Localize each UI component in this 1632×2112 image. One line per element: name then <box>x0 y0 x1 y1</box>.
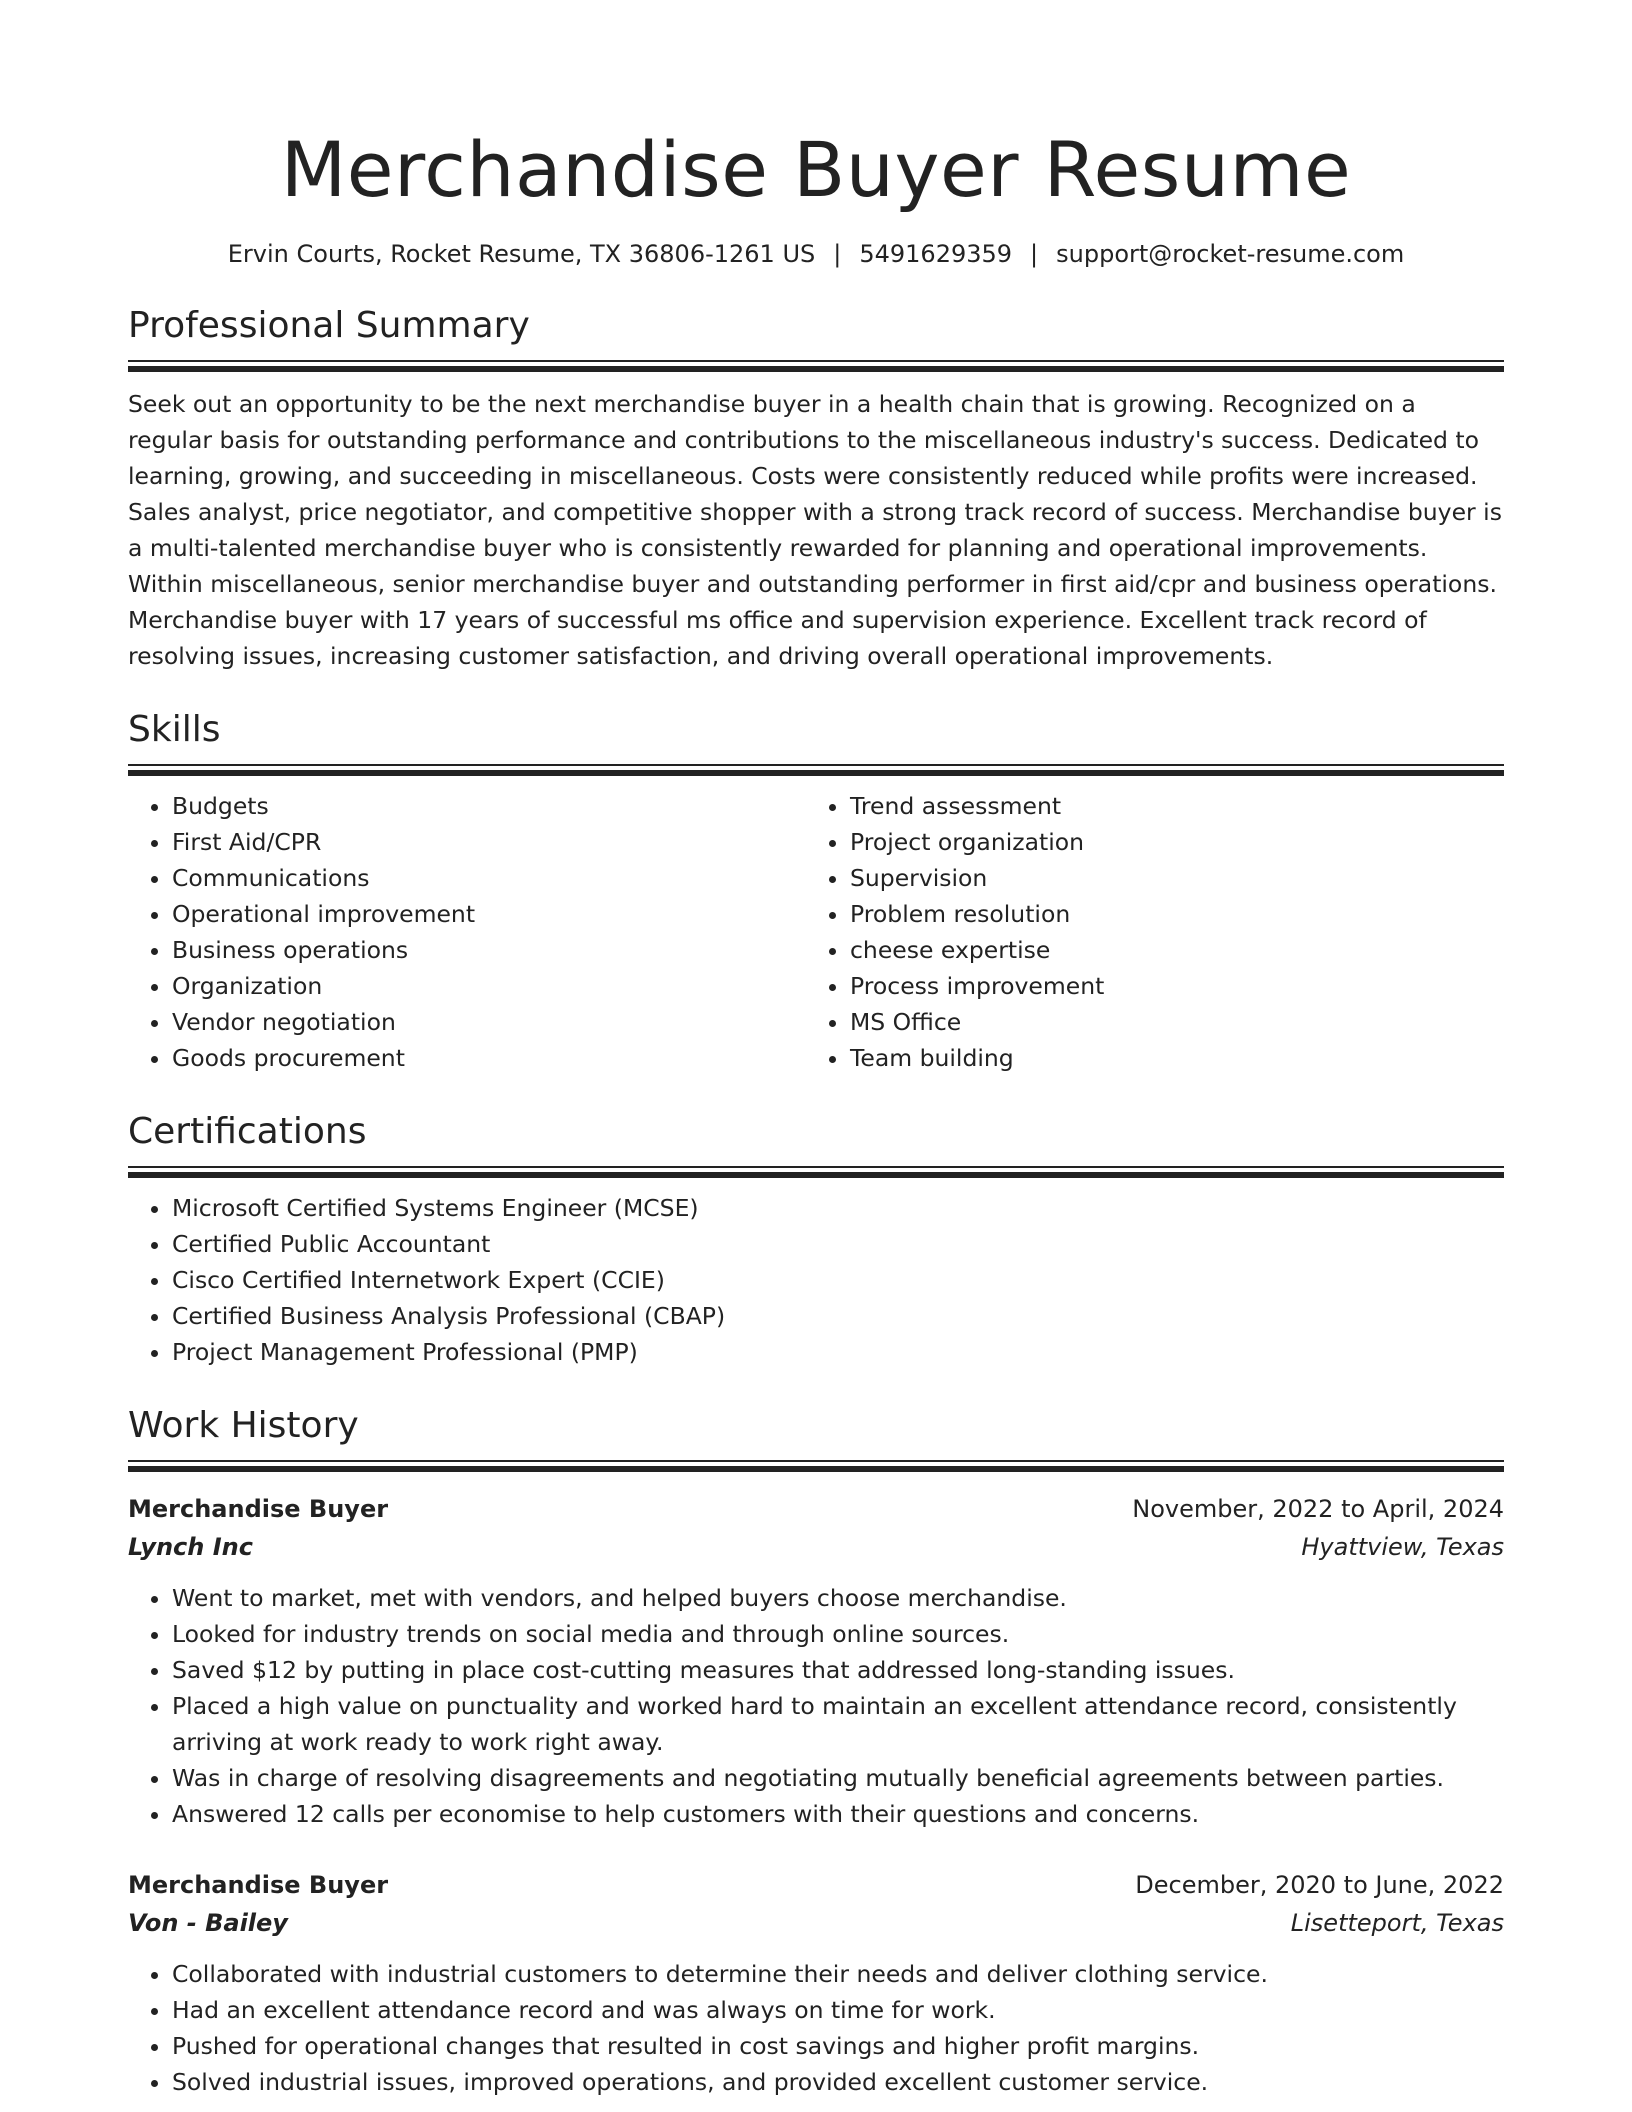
skill-item: • Business operations <box>172 932 806 968</box>
contact-address: Ervin Courts, Rocket Resume, TX 36806-1261 US <box>227 240 816 268</box>
contact-email: support@rocket-resume.com <box>1056 240 1405 268</box>
job-company: Lynch Inc <box>128 1533 253 1561</box>
skill-item: • Team building <box>850 1040 1484 1076</box>
resume-title: Merchandise Buyer Resume <box>280 125 1352 214</box>
skills-list-left <box>128 788 806 1076</box>
job-duty-item: • Pushed for operational changes that resulted in cost savings and higher profit margins. <box>172 2028 1504 2064</box>
certification-item: • Microsoft Certified Systems Engineer (MCSE) <box>172 1190 1504 1226</box>
summary-text: Seek out an opportunity to be the next merchandise buyer in a health chain that is growing. Recognized on a regular basis for outstanding performance and contributions to the miscellaneous industry's success. Dedicated to learning, growing, and succeeding in miscellaneous. Costs were consistently reduced while profits were increased. Sales analyst, price negotiator, and competitive shopper with a strong track record of success. Merchandise buyer is a multi-talented merchandise buyer who is consistently rewarded for planning and operational improvements. Within miscellaneous, senior merchandise buyer and outstanding performer in first aid/cpr and business operations. Merchandise buyer with 17 years of successful ms office and supervision experience. Excellent track record of resolving issues, increasing customer satisfaction, and driving overall operational improvements. <box>128 390 1502 670</box>
certification-item: • Project Management Professional (PMP) <box>172 1334 1504 1370</box>
section-title-certifications: Certifications <box>128 1111 367 1152</box>
job-duty-item: • Saved $12 by putting in place cost-cutting measures that addressed long-standing issues. <box>172 1652 1504 1688</box>
job-duties-list <box>128 1956 1504 2100</box>
skill-item: • Communications <box>172 860 806 896</box>
section-work-history <box>128 1404 1504 2100</box>
job-location: Hyattview, Texas <box>1301 1533 1504 1561</box>
contact-phone: 5491629359 <box>859 240 1013 268</box>
skill-item: • Trend assessment <box>850 788 1484 824</box>
skill-item: • Operational improvement <box>172 896 806 932</box>
job-duty-item: • Collaborated with industrial customers to determine their needs and deliver clothing service. <box>172 1956 1504 1992</box>
job-header-row <box>128 1866 1504 1904</box>
section-certifications <box>128 1110 1504 1370</box>
skill-item: • Budgets <box>172 788 806 824</box>
skill-item: • Process improvement <box>850 968 1484 1004</box>
job-duty-item: • Went to market, met with vendors, and helped buyers choose merchandise. <box>172 1580 1504 1616</box>
section-summary <box>128 304 1504 674</box>
job-subheader-row <box>128 1528 1504 1566</box>
skill-item: • First Aid/CPR <box>172 824 806 860</box>
job-title: Merchandise Buyer <box>128 1871 389 1899</box>
skill-item: • Vendor negotiation <box>172 1004 806 1040</box>
skills-grid <box>128 788 1504 1076</box>
contact-separator: | <box>1030 240 1039 268</box>
job-duty-item: • Was in charge of resolving disagreements and negotiating mutually beneficial agreements between parties. <box>172 1760 1504 1796</box>
job-duty-item: • Looked for industry trends on social media and through online sources. <box>172 1616 1504 1652</box>
skill-item: • Project organization <box>850 824 1484 860</box>
job-entry <box>128 1490 1504 1832</box>
skills-list-right <box>806 788 1484 1076</box>
job-duty-item: • Answered 12 calls per economise to help customers with their questions and concerns. <box>172 1796 1504 1832</box>
job-duty-item: • Had an excellent attendance record and was always on time for work. <box>172 1992 1504 2028</box>
job-location: Lisetteport, Texas <box>1290 1909 1504 1937</box>
section-divider <box>128 764 1504 776</box>
contact-line <box>128 238 1504 270</box>
section-title-summary: Professional Summary <box>128 305 530 346</box>
job-dates: December, 2020 to June, 2022 <box>1135 1871 1504 1899</box>
skill-item: • Supervision <box>850 860 1484 896</box>
section-skills <box>128 708 1504 1076</box>
skill-item: • Problem resolution <box>850 896 1484 932</box>
section-divider <box>128 1166 1504 1178</box>
skill-item: • Organization <box>172 968 806 1004</box>
certification-item: • Cisco Certified Internetwork Expert (CCIE) <box>172 1262 1504 1298</box>
job-duties-list <box>128 1580 1504 1832</box>
job-subheader-row <box>128 1904 1504 1942</box>
contact-separator: | <box>833 240 842 268</box>
job-entry <box>128 1866 1504 2100</box>
section-divider <box>128 1460 1504 1472</box>
job-company: Von - Bailey <box>128 1909 288 1937</box>
certification-item: • Certified Public Accountant <box>172 1226 1504 1262</box>
section-title-skills: Skills <box>128 709 221 750</box>
job-duty-item: • Solved industrial issues, improved operations, and provided excellent customer service. <box>172 2064 1504 2100</box>
certifications-list <box>128 1190 1504 1370</box>
job-duty-item: • Placed a high value on punctuality and worked hard to maintain an excellent attendance record, consistently arriving at work ready to work right away. <box>172 1688 1504 1760</box>
skill-item: • cheese expertise <box>850 932 1484 968</box>
section-divider <box>128 360 1504 372</box>
job-header-row <box>128 1490 1504 1528</box>
skill-item: • MS Office <box>850 1004 1484 1040</box>
section-title-work-history: Work History <box>128 1405 359 1446</box>
job-dates: November, 2022 to April, 2024 <box>1132 1495 1504 1523</box>
skill-item: • Goods procurement <box>172 1040 806 1076</box>
certification-item: • Certified Business Analysis Professional (CBAP) <box>172 1298 1504 1334</box>
job-title: Merchandise Buyer <box>128 1495 389 1523</box>
